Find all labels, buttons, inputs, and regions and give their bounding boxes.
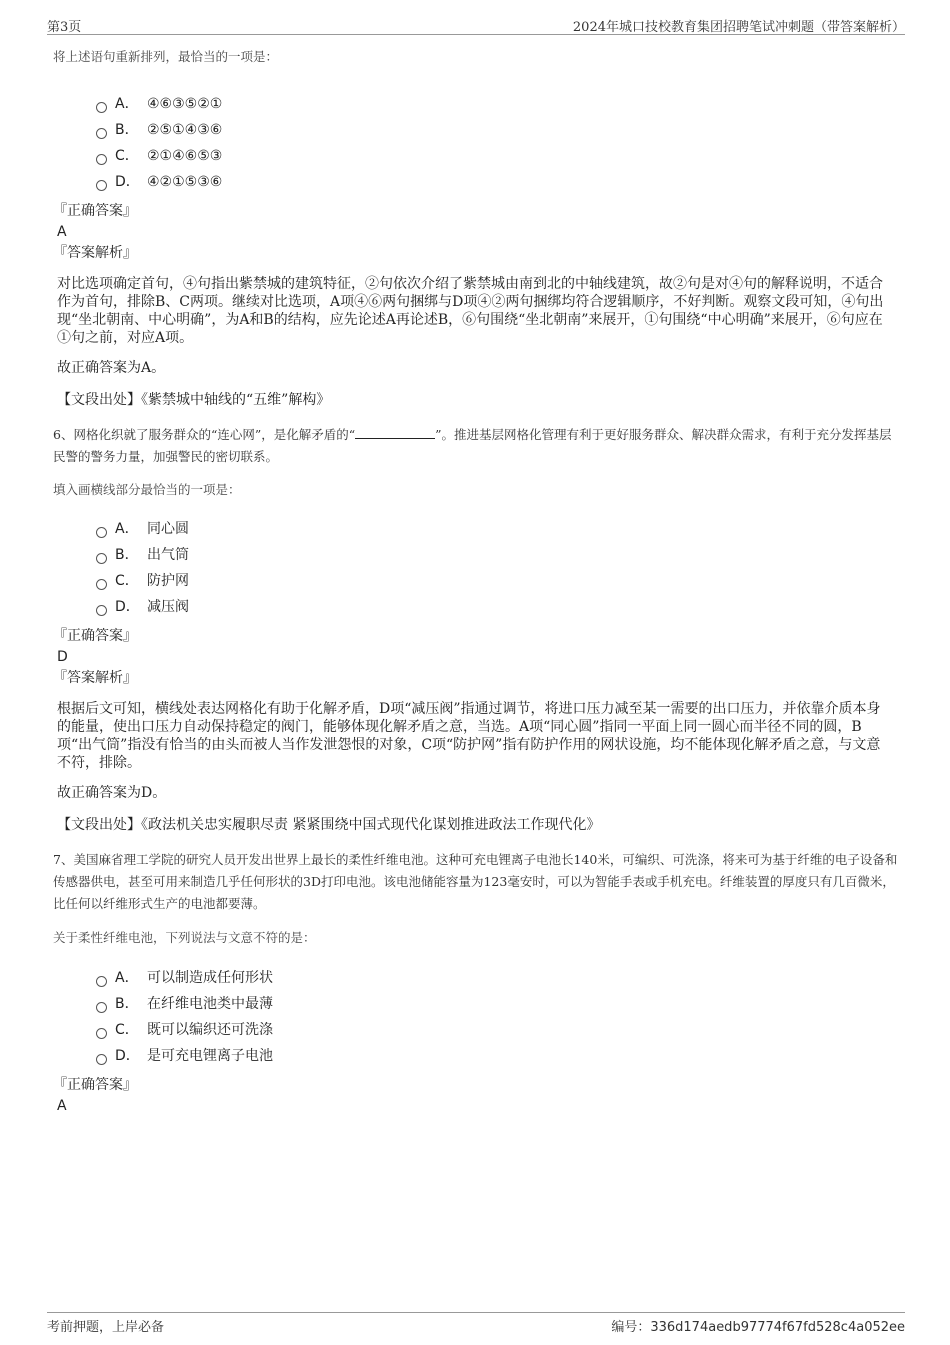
option-c[interactable]	[53, 143, 898, 169]
option-text: ②⑤①④③⑥	[147, 122, 223, 138]
option-text: 出气筒	[147, 547, 189, 563]
option-letter: D．	[115, 1048, 140, 1064]
source-citation: 【文段出处】《紫禁城中轴线的“五维”解构》	[57, 392, 331, 408]
radio-button[interactable]	[96, 154, 107, 165]
radio-button[interactable]	[96, 1002, 107, 1013]
option-list	[53, 965, 898, 1069]
page-number: 第3页	[47, 20, 82, 35]
option-b[interactable]	[53, 991, 898, 1017]
stem-text-after: ”。推进基层网格化管理有利于更好服务群众、解决群众需求，有利于充分发挥基层民警的警务力量，加强警民的密切联系。	[53, 427, 892, 464]
radio-button[interactable]	[96, 180, 107, 191]
option-c[interactable]	[53, 568, 898, 594]
radio-button[interactable]	[96, 976, 107, 987]
analysis-text: 对比选项确定首句，④句指出紫禁城的建筑特征，②句依次介绍了紫禁城由南到北的中轴线建筑，故②句是对④句的解释说明，不适合作为首句，排除B、C两项。继续对比选项，A项④⑥两句捆绑与D项④②两句捆绑均符合逻辑顺序，不好判断。观察文段可知，④句出现“坐北朝南、中心明确”，为A和B的结构，应先论述A再论述B，⑥句围绕“坐北朝南”来展开，①句围绕“中心明确”来展开，⑥句应在①句之前，对应A项。	[57, 276, 884, 346]
option-list	[53, 91, 898, 195]
option-letter: A．	[115, 521, 139, 537]
option-d[interactable]	[53, 594, 898, 620]
option-letter: A．	[115, 96, 139, 112]
answer-label: 『正确答案』	[53, 1077, 137, 1093]
option-d[interactable]	[53, 169, 898, 195]
question-prompt: 填入画横线部分最恰当的一项是：	[53, 482, 241, 497]
radio-button[interactable]	[96, 1054, 107, 1065]
option-b[interactable]	[53, 117, 898, 143]
question-6	[53, 424, 898, 835]
option-text: 可以制造成任何形状	[147, 970, 273, 986]
footer-slogan: 考前押题，上岸必备	[47, 1320, 165, 1335]
radio-button[interactable]	[96, 605, 107, 616]
option-text: ④⑥③⑤②①	[147, 96, 223, 112]
correct-answer: A	[57, 1098, 67, 1114]
option-b[interactable]	[53, 542, 898, 568]
option-d[interactable]	[53, 1043, 898, 1069]
question-7	[53, 849, 898, 1116]
option-text: 既可以编织还可洗涤	[147, 1022, 273, 1038]
fill-blank	[355, 426, 435, 439]
question-prompt: 关于柔性纤维电池，下列说法与文意不符的是：	[53, 930, 316, 945]
correct-answer: A	[57, 224, 67, 240]
option-a[interactable]	[53, 965, 898, 991]
option-letter: B．	[115, 122, 139, 138]
radio-button[interactable]	[96, 527, 107, 538]
option-text: 在纤维电池类中最薄	[147, 996, 273, 1012]
radio-button[interactable]	[96, 128, 107, 139]
question-5	[53, 48, 898, 410]
option-a[interactable]	[53, 91, 898, 117]
page-footer	[47, 1312, 905, 1337]
analysis-label: 『答案解析』	[53, 245, 137, 261]
document-code	[611, 1316, 905, 1335]
option-text: 减压阀	[147, 599, 189, 615]
option-letter: D．	[115, 174, 140, 190]
answer-label: 『正确答案』	[53, 203, 137, 219]
question-stem	[53, 424, 898, 468]
question-prompt: 将上述语句重新排列，最恰当的一项是：	[53, 49, 279, 64]
radio-button[interactable]	[96, 1028, 107, 1039]
option-list	[53, 516, 898, 620]
option-a[interactable]	[53, 516, 898, 542]
stem-text-before: 6、网格化织就了服务群众的“连心网”，是化解矛盾的“	[53, 427, 356, 442]
code-value: 336d174aedb97774f67fd528c4a052ee	[650, 1320, 905, 1335]
question-stem: 7、美国麻省理工学院的研究人员开发出世界上最长的柔性纤维电池。这种可充电锂离子电池长140米，可编织、可洗涤，将来可为基于纤维的电子设备和传感器供电，甚至可用来制造几乎任何形状的3D打印电池。该电池储能容量为123毫安时，可以为智能手表或手机充电。纤维装置的厚度只有几百微米，比任何以纤维形式生产的电池都要薄。	[53, 852, 898, 911]
conclusion-text: 故正确答案为A。	[57, 360, 166, 376]
option-text: ④②①⑤③⑥	[147, 174, 223, 190]
option-text: ②①④⑥⑤③	[147, 148, 223, 164]
correct-answer: D	[57, 649, 68, 665]
option-text: 是可充电锂离子电池	[147, 1048, 273, 1064]
option-letter: A．	[115, 970, 139, 986]
option-letter: C．	[115, 1022, 139, 1038]
main-content	[53, 46, 898, 1116]
option-letter: D．	[115, 599, 140, 615]
answer-label: 『正确答案』	[53, 628, 137, 644]
option-c[interactable]	[53, 1017, 898, 1043]
radio-button[interactable]	[96, 579, 107, 590]
option-letter: B．	[115, 547, 139, 563]
radio-button[interactable]	[96, 553, 107, 564]
document-title: 2024年城口技校教育集团招聘笔试冲刺题（带答案解析）	[572, 20, 905, 35]
option-text: 同心圆	[147, 521, 189, 537]
page-header	[47, 14, 905, 35]
analysis-text: 根据后文可知，横线处表达网格化有助于化解矛盾，D项“减压阀”指通过调节，将进口压力减至某一需要的出口压力，并依靠介质本身的能量，使出口压力自动保持稳定的阀门，能够体现化解矛盾之意，当选。A项“同心圆”指同一平面上同一圆心而半径不同的圆，B项“出气筒”指没有恰当的由头而被人当作发泄怨恨的对象，C项“防护网”指有防护作用的网状设施，均不能体现化解矛盾之意，与文意不符，排除。	[57, 701, 881, 771]
source-citation: 【文段出处】《政法机关忠实履职尽责 紧紧围绕中国式现代化谋划推进政法工作现代化》	[57, 817, 601, 833]
option-letter: B．	[115, 996, 139, 1012]
option-text: 防护网	[147, 573, 189, 589]
radio-button[interactable]	[96, 102, 107, 113]
conclusion-text: 故正确答案为D。	[57, 785, 167, 801]
analysis-label: 『答案解析』	[53, 670, 137, 686]
option-letter: C．	[115, 148, 139, 164]
code-label: 编号：	[611, 1320, 651, 1335]
option-letter: C．	[115, 573, 139, 589]
